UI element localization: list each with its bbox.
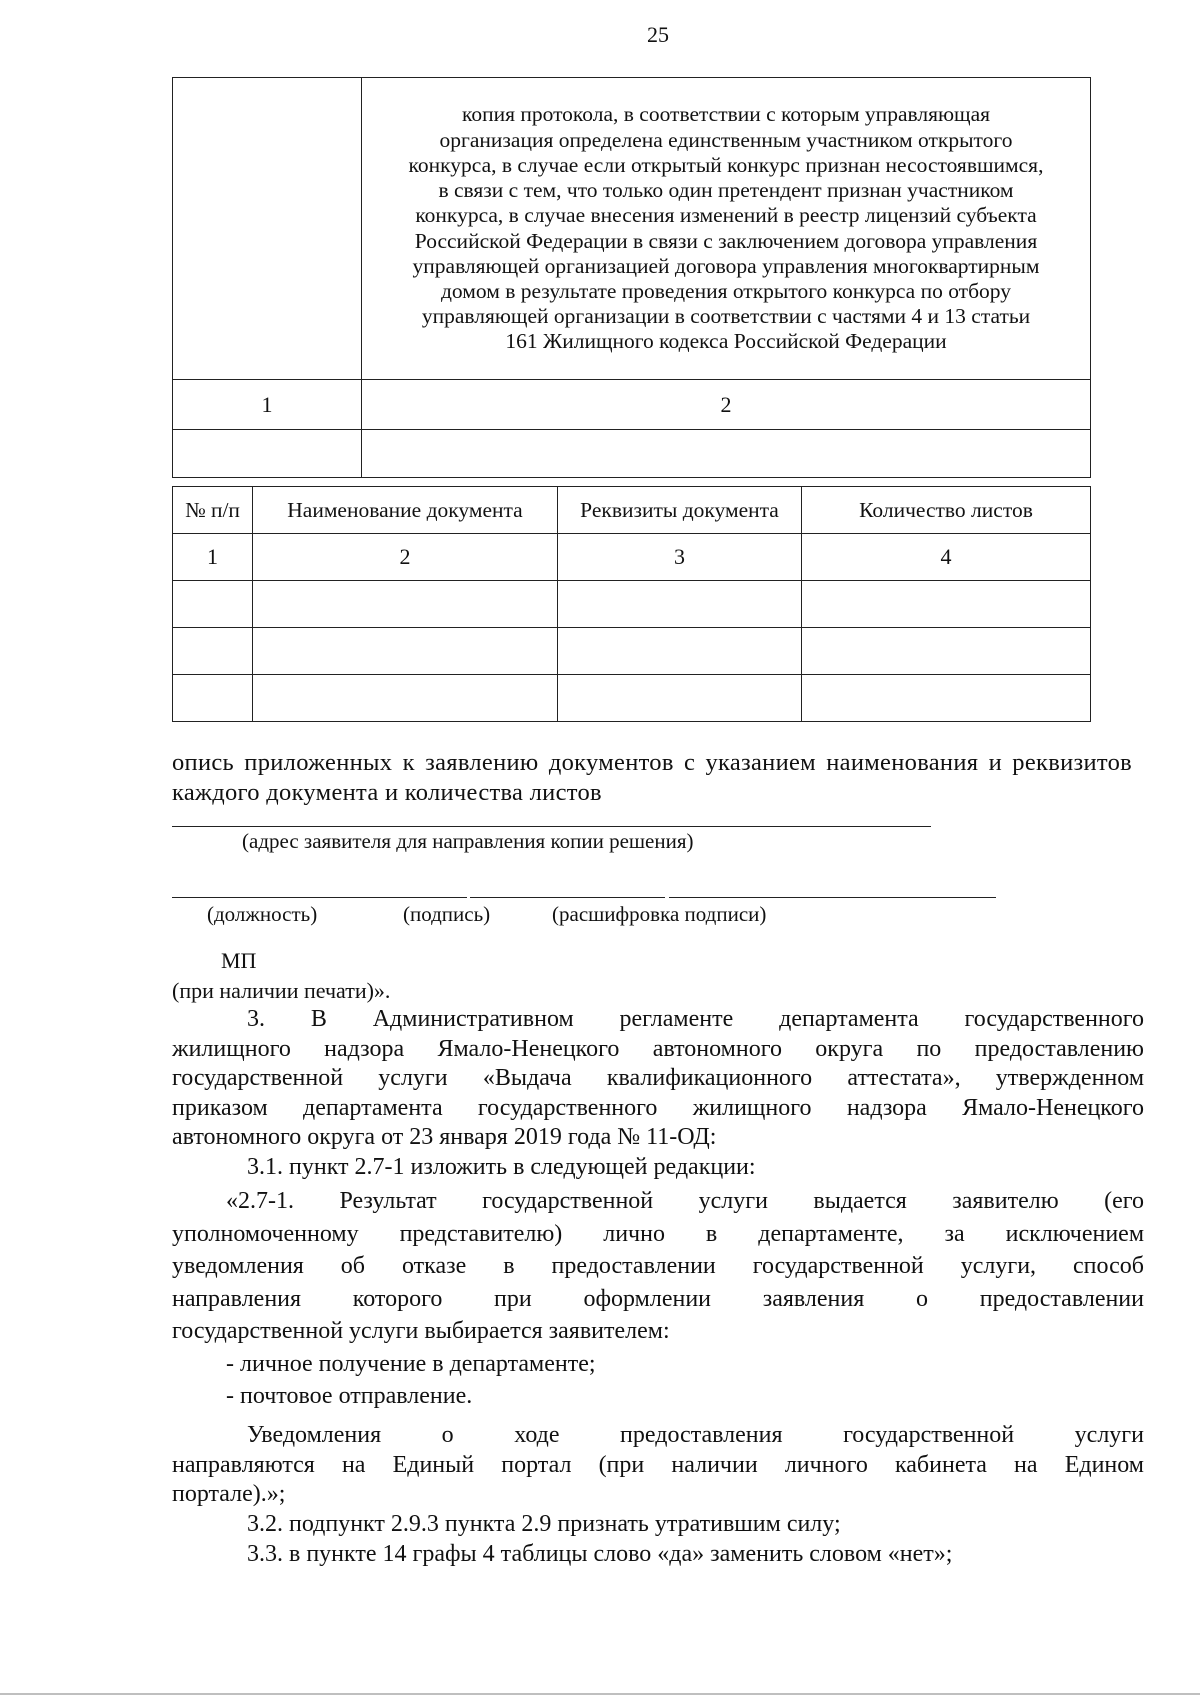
text-line: направляются на Единый портал (при наличии личного кабинета на Едином (172, 1451, 1144, 1478)
column-number-cell: 4 (802, 534, 1091, 581)
text-line: организация определена единственным участником открытого (439, 127, 1013, 152)
address-underline (172, 826, 931, 827)
text-line: Уведомления о ходе предоставления государственной услуги (247, 1422, 1144, 1448)
empty-cell (253, 628, 558, 675)
empty-cell (558, 675, 802, 722)
empty-cell (362, 430, 1091, 478)
inventory-paragraph: опись приложенных к заявлению документов с указанием наименования и реквизитов каждого документа и количества листов (172, 749, 1132, 806)
signature-caption: (подпись) (403, 902, 491, 926)
text-line: 3.2. подпункт 2.9.3 пункта 2.9 признать утратившим силу; (247, 1511, 841, 1537)
header-doc-name: Наименование документа (253, 487, 558, 534)
position-caption: (должность) (207, 902, 318, 926)
empty-cell (173, 78, 362, 380)
empty-cell (802, 581, 1091, 628)
text-line: 3.3. в пункте 14 графы 4 таблицы слово «да» заменить словом «нет»; (247, 1541, 953, 1567)
text-line: конкурса, в случае внесения изменений в реестр лицензий субъекта (415, 203, 1037, 228)
text-line: уведомления об отказе в предоставлении государственной услуги, способ (172, 1253, 1144, 1279)
item-3 (172, 1005, 1144, 1182)
empty-cell (173, 430, 362, 478)
item-3-1: 3.1. пункт 2.7-1 изложить в следующей редакции: (247, 1153, 756, 1180)
stamp-label: МП (221, 948, 257, 973)
bullet-item: - личное получение в департаменте; (226, 1350, 596, 1377)
stamp-note: (при наличии печати)». (172, 978, 391, 1003)
column-number-cell: 2 (362, 380, 1091, 430)
column-number-cell: 1 (173, 534, 253, 581)
text-line: портале).»; (172, 1481, 286, 1507)
empty-cell (802, 628, 1091, 675)
header-number: № п/п (173, 487, 253, 534)
page-bottom-edge (0, 1693, 1200, 1695)
text-line: государственной услуги «Выдача квалификационного аттестата», утвержденном (172, 1065, 1144, 1091)
table-row (173, 430, 1091, 478)
text-line: конкурса, в случае если открытый конкурс признан несостоявшимся, (408, 152, 1044, 177)
empty-cell (253, 581, 558, 628)
text-line: управляющей организацией договора управления многоквартирным (412, 253, 1040, 278)
empty-cell (173, 675, 253, 722)
text-line: копия протокола, в соответствии с которым управляющая (461, 102, 991, 127)
text-line: в связи с тем, что только один претендент признан участником (438, 178, 1014, 203)
empty-cell (173, 581, 253, 628)
text-line: 3. В Административном регламенте департамента государственного (247, 1006, 1144, 1032)
text-line: приказом департамента государственного жилищного надзора Ямало-Ненецкого (172, 1094, 1144, 1121)
empty-cell (173, 628, 253, 675)
text-line: «2.7-1. Результат государственной услуги выдается заявителю (его (226, 1188, 1144, 1214)
quote-2-7-1 (172, 1185, 1144, 1413)
signature-underline (470, 897, 665, 898)
text-line: государственной услуги выбирается заявителем: (172, 1318, 670, 1344)
table-header-row (173, 487, 1091, 534)
header-doc-details: Реквизиты документа (558, 487, 802, 534)
table-row (173, 534, 1091, 581)
protocol-description-cell (362, 78, 1091, 380)
table-row (173, 675, 1091, 722)
position-underline (172, 897, 467, 898)
column-number-cell: 1 (173, 380, 362, 430)
documents-table (172, 486, 1091, 722)
text-line: направления которого при оформлении заявления о предоставлении (172, 1285, 1144, 1312)
empty-cell (253, 675, 558, 722)
decoding-caption: (расшифровка подписи) (552, 902, 767, 926)
protocol-table (172, 77, 1091, 478)
column-number-cell: 3 (558, 534, 802, 581)
item-3-3 (172, 1540, 1144, 1570)
column-number-cell: 2 (253, 534, 558, 581)
header-sheet-count: Количество листов (802, 487, 1091, 534)
text-line: домом в результате проведения открытого конкурса по отбору (440, 278, 1011, 303)
empty-cell (558, 581, 802, 628)
notice-paragraph (172, 1421, 1144, 1510)
table-row (173, 581, 1091, 628)
table-row (173, 628, 1091, 675)
empty-cell (802, 675, 1091, 722)
item-3-2 (172, 1510, 1144, 1540)
address-caption: (адрес заявителя для направления копии решения) (242, 829, 694, 853)
text-line: жилищного надзора Ямало-Ненецкого автономного округа по предоставлению (172, 1035, 1144, 1062)
empty-cell (558, 628, 802, 675)
text-line: 161 Жилищного кодекса Российской Федерации (505, 329, 947, 354)
bullet-item: - почтовое отправление. (226, 1383, 473, 1409)
text-line: автономного округа от 23 января 2019 года № 11-ОД: (172, 1124, 717, 1150)
text-line: уполномоченному представителю) лично в департаменте, за исключением (172, 1220, 1144, 1247)
page-number: 25 (647, 22, 669, 47)
text-line: управляющей организации в соответствии с частями 4 и 13 статьи (421, 304, 1031, 329)
text-line: Российской Федерации в связи с заключением договора управления (414, 228, 1038, 253)
decoding-underline (669, 897, 996, 898)
table-row (173, 78, 1091, 380)
table-row (173, 380, 1091, 430)
